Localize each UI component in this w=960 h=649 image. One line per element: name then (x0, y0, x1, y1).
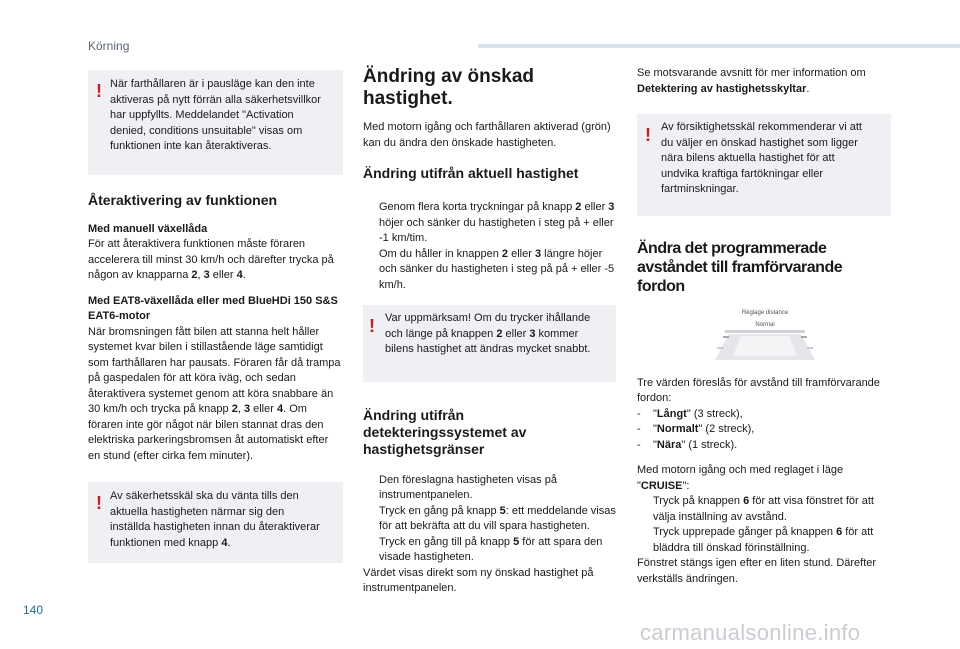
manual-gearbox-title: Med manuell växellåda (88, 222, 208, 235)
current-speed-list (363, 200, 618, 293)
cruise-text: Med motorn igång och med reglaget i läge "CRUISE": (637, 464, 844, 492)
manual-gearbox-text: För att återaktivera funktionen måste föraren accelerera till minst 30 km/h och därefter trycka på någon av knapparna 2, 3 eller 4. (88, 238, 334, 281)
warning-box-attention (363, 305, 616, 382)
warning-text: Av försiktighetsskäl rekommenderar vi att du väljer en önskad hastighet som ligger nära bilens aktuella hastighet för att undvika kraftiga fartökningar eller fartminskningar. (661, 121, 862, 195)
reference-text: Se motsvarande avsnitt för mer information om Detektering av hastighetsskyltar. (637, 67, 866, 95)
eat-gearbox-title: Med EAT8-växellåda eller med BlueHDi 150 S&S EAT6-motor (88, 294, 338, 322)
list-item: Tryck upprepade gånger på knappen 6 för att bläddra till önskad förinställning. (653, 526, 874, 554)
list-item: Tryck en gång på knapp 5: ett meddelande visas för att bekräfta att du vill spara hastigheten. (379, 504, 616, 532)
warning-icon: ! (645, 125, 651, 145)
values-intro: Tre värden föreslås för avstånd till framförvarande fordon: (637, 376, 880, 404)
eat-gearbox-text: När bromsningen fått bilen att stanna helt håller systemet kvar bilen i stillastående läge samtidigt som farthållaren har pausats. Föraren får då trampa på gaspedalen för att köra iväg, och sedan återaktivera systemet genom att köra snabbare än 30 km/h och trycka på knapp 2, 3 eller 4. Om föraren inte gör något när bilen stannat dras den elektriska parkeringsbromsen åt automatiskt efter en stund (efter cirka fem minuter). (88, 325, 341, 462)
list-item: Om du håller in knappen 2 eller 3 längre höjer och sänker du hastigheten i steg på på + eller -5 km/h. (379, 247, 615, 291)
distance-values-list (637, 407, 892, 454)
list-item: - "Normalt" (2 streck), (637, 423, 755, 435)
cruise-steps-list (637, 494, 892, 556)
road-top-band (725, 330, 805, 333)
heading-distance: Ändra det programmerade avståndet till framförvarande fordon (637, 239, 843, 295)
warning-icon: ! (96, 493, 102, 513)
intro-text: Med motorn igång och farthållaren aktiverad (grön) kan du ändra den önskade hastigheten. (363, 121, 611, 149)
distance-figure-svg (637, 304, 891, 376)
watermark: carmanualsonline.info (640, 620, 861, 645)
warning-text: När farthållaren är i pausläge kan den inte aktiveras på nytt förrän alla säkerhetsvillkor har uppfyllts. Meddelandet "Activation denied, conditions unsuitable" visas om funktionen inte kan återaktiveras. (110, 78, 321, 152)
warning-text: Av säkerhetsskäl ska du vänta tills den aktuella hastigheten närmar sig den inställda hastigheten innan du återaktiverar funktionen med knapp 4. (110, 490, 320, 549)
warning-icon: ! (369, 316, 375, 336)
warning-text: Var uppmärksam! Om du trycker ihållande och länge på knappen 2 eller 3 kommer bilens hastighet att ändras mycket snabbt. (385, 312, 591, 355)
heading-reactivation: Återaktivering av funktionen (88, 191, 278, 208)
outro-text: Värdet visas direkt som ny önskad hastighet på instrumentpanelen. (363, 566, 594, 594)
warning-box-safety (88, 482, 343, 563)
heading-current-speed: Ändring utifrån aktuell hastighet (363, 165, 579, 181)
figure-title: Réglage distance (741, 309, 789, 316)
heading-change-speed: Ändring av önskad hastighet. (363, 66, 535, 109)
column-middle (363, 66, 618, 597)
list-item: Tryck på knappen 6 för att visa fönstret för att välja inställning av avstånd. (653, 495, 874, 523)
warning-box-caution (637, 114, 891, 216)
section-label: Körning (88, 39, 130, 53)
page-number: 140 (23, 603, 44, 617)
warning-box-pause (88, 70, 343, 175)
figure-subtitle: Normal (755, 321, 775, 328)
distance-figure (637, 304, 891, 376)
heading-detection: Ändring utifrån detekteringssystemet av hastighetsgränser (363, 406, 527, 457)
header-bar (478, 44, 960, 48)
column-left (88, 70, 343, 563)
list-item: - "Nära" (1 streck). (637, 438, 738, 451)
list-item: - "Långt" (3 streck), (637, 407, 743, 420)
list-item: Genom flera korta tryckningar på knapp 2 eller 3 höjer och sänker du hastigheten i steg på + eller -1 km/tim. (379, 201, 615, 244)
list-item: Den föreslagna hastigheten visas på instrumentpanelen. (379, 473, 557, 501)
detection-list (363, 473, 618, 566)
warning-icon: ! (96, 81, 102, 101)
outro-text: Fönstret stängs igen efter en liten stund. Därefter verkställs ändringen. (637, 557, 877, 585)
road-lane (733, 336, 797, 356)
list-item: Tryck en gång till på knapp 5 för att spara den visade hastigheten. (379, 535, 603, 563)
column-right (637, 66, 892, 587)
